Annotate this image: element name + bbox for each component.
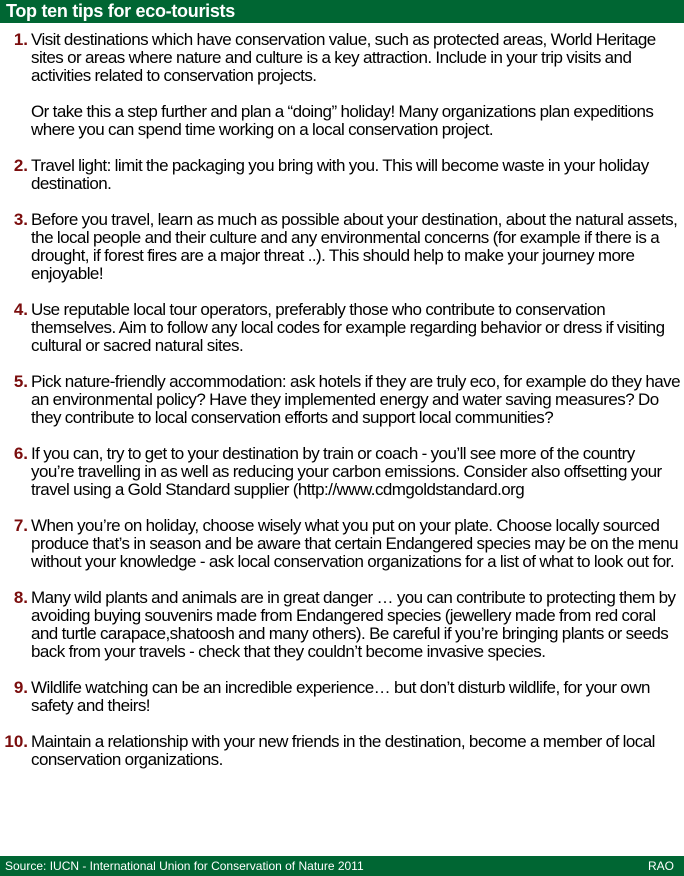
tip-item [0, 679, 684, 715]
source-citation: Source: IUCN - International Union for Conservation of Nature 2011 [5, 859, 364, 873]
tip-text: Maintain a relationship with your new friends in the destination, become a member of local conservation organizations. [31, 732, 655, 769]
tip-text: Many wild plants and animals are in great danger … you can contribute to protecting them by avoiding buying souvenirs made from Endangered species (jewellery made from red coral and turtle carapace,shatoosh and many others). Be careful if you’re bringing plants or seeds back from your travels - check that they couldn’t become invasive species. [31, 588, 676, 661]
tip-text: Before you travel, learn as much as possible about your destination, about the natural assets, the local people and their culture and any environmental concerns (for example if there is a drought, if forest fires are a major threat ..). This should help to make your journey more enjoyable! [31, 210, 678, 283]
tip-number: 10. [4, 732, 28, 751]
tip-item [0, 31, 684, 139]
tip-item [0, 445, 684, 499]
page-title: Top ten tips for eco-tourists [6, 1, 235, 21]
tip-number: 4. [13, 300, 28, 319]
tip-text: Wildlife watching can be an incredible experience… but don’t disturb wildlife, for your own safety and theirs! [31, 678, 650, 715]
tip-item [0, 157, 684, 193]
tip-number: 3. [13, 210, 28, 229]
tip-text: Or take this a step further and plan a “doing” holiday! Many organizations plan expeditions where you can spend time working on a local conservation project. [31, 102, 654, 139]
credit-label: RAO [647, 859, 674, 873]
tip-number: 6. [13, 444, 28, 463]
tip-number: 9. [13, 678, 28, 697]
tip-item [0, 301, 684, 355]
title-bar [0, 0, 684, 23]
tip-number: 5. [13, 372, 28, 391]
tip-number: 8. [13, 588, 28, 607]
footer-bar [0, 856, 684, 876]
tip-text: If you can, try to get to your destination by train or coach - you’ll see more of the country you’re travelling in as well as reducing your carbon emissions. Consider also offsetting your travel using a Gold Standard supplier (http://www.cdmgoldstandard.org [31, 444, 662, 499]
tip-text: Use reputable local tour operators, preferably those who contribute to conservation themselves. Aim to follow any local codes for example regarding behavior or dress if visiting cultural or sacred natural sites. [31, 300, 665, 355]
tip-text: Pick nature-friendly accommodation: ask hotels if they are truly eco, for example do they have an environmental policy? Have they implemented energy and water saving measures? Do they contribute to local conservation efforts and support local communities? [31, 372, 681, 427]
tip-number: 2. [13, 156, 28, 175]
tip-item [0, 373, 684, 427]
tips-list [0, 31, 684, 787]
tip-item [0, 589, 684, 661]
tip-item [0, 733, 684, 769]
tip-text: When you’re on holiday, choose wisely what you put on your plate. Choose locally sourced produce that’s in season and be aware that certain Endangered species may be on the menu without your knowledge - ask local conservation organizations for a list of what to look out for. [31, 516, 679, 571]
tip-text: Visit destinations which have conservation value, such as protected areas, World Heritage sites or areas where nature and culture is a key attraction. Include in your trip visits and activities related to conservation projects. [31, 30, 656, 85]
tip-item [0, 211, 684, 283]
tip-item [0, 517, 684, 571]
tip-number: 7. [13, 516, 28, 535]
tip-text: Travel light: limit the packaging you bring with you. This will become waste in your holiday destination. [31, 156, 649, 193]
tip-number: 1. [13, 30, 28, 49]
